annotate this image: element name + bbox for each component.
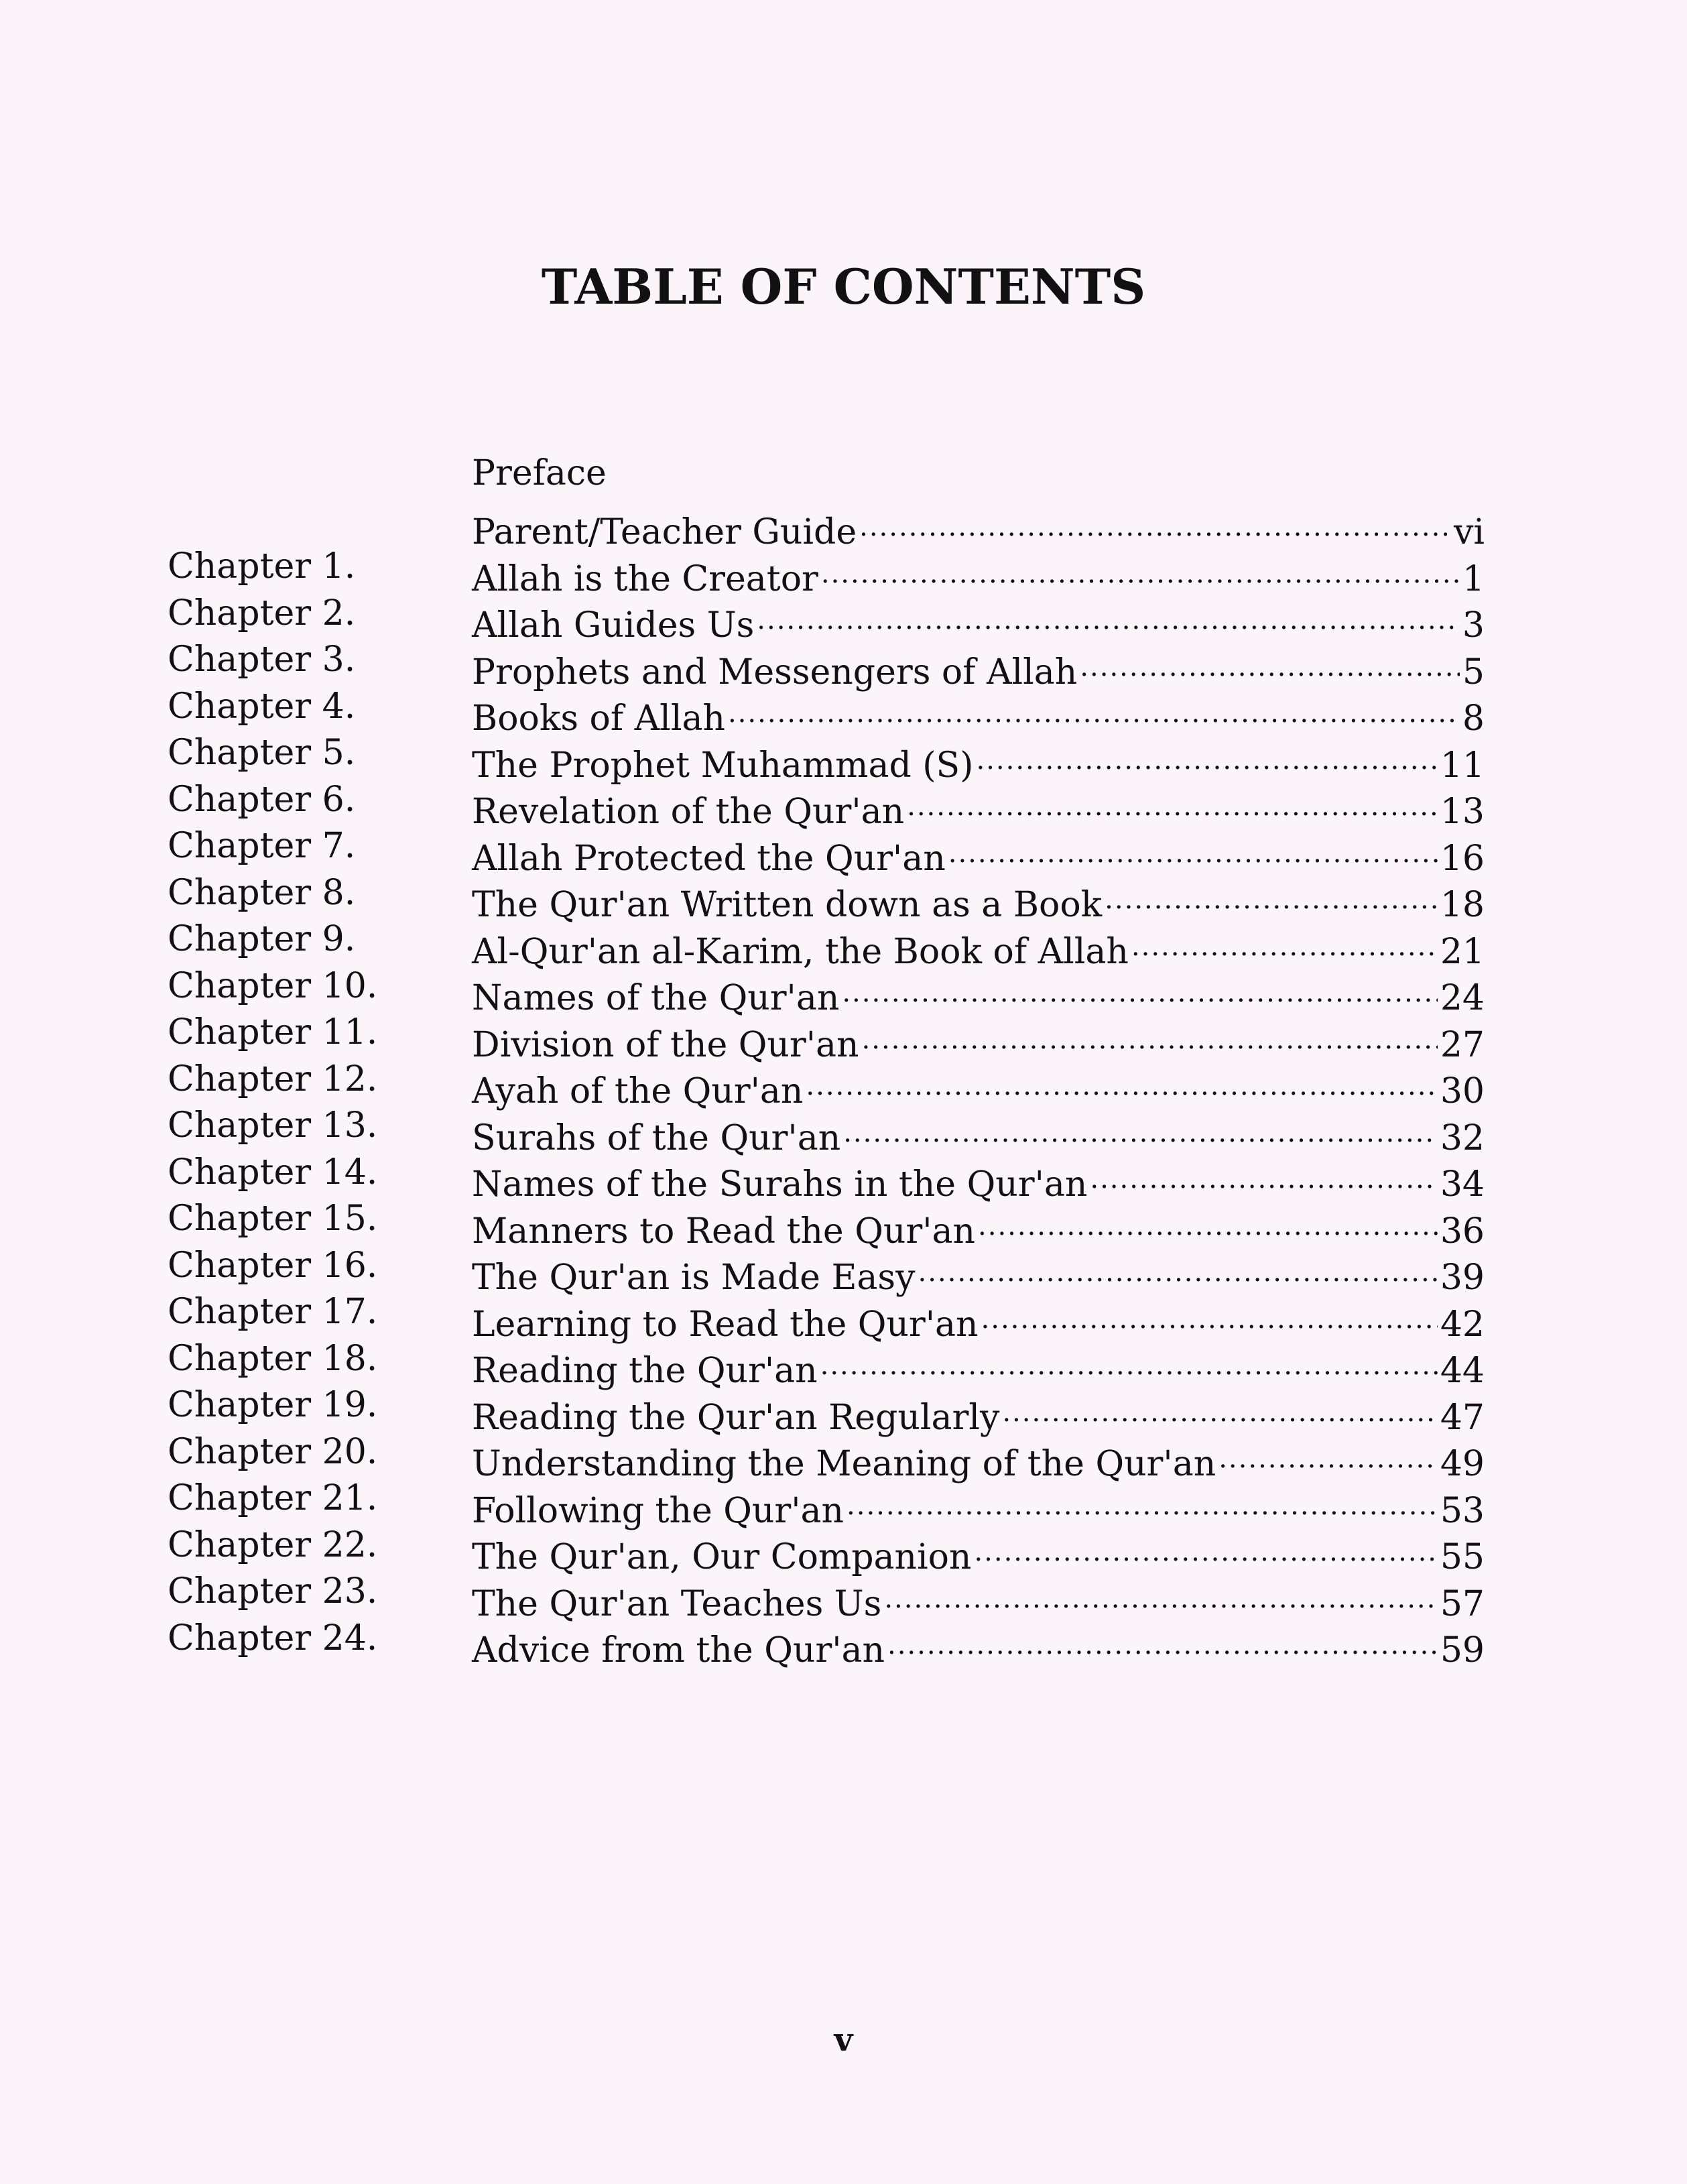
toc-page-number: 42 [1440, 1304, 1485, 1345]
dot-leader [820, 1336, 1438, 1383]
toc-entry [168, 963, 1485, 1018]
toc-entry [168, 1103, 1485, 1158]
toc-entry [168, 1616, 1485, 1671]
toc-entry-title: Understanding the Meaning of the Qur'an [472, 1444, 1216, 1484]
toc-entry-line [472, 450, 1485, 497]
toc-page-number: vi [1453, 512, 1485, 552]
toc-entry [168, 1382, 1485, 1438]
toc-entry-title: Manners to Read the Qur'an [472, 1211, 976, 1252]
toc-page-number: 57 [1440, 1583, 1485, 1624]
dot-leader [806, 1056, 1437, 1103]
toc-chapter-label: Chapter 9. [168, 919, 356, 959]
toc-entry-line [472, 1616, 1485, 1675]
toc-chapter-label: Chapter 6. [168, 779, 356, 820]
toc-entry [168, 1429, 1485, 1484]
toc-page-number: 8 [1462, 699, 1485, 739]
toc-page-number: 32 [1440, 1117, 1485, 1158]
toc-entry [168, 684, 1485, 739]
toc-chapter-label: Chapter 2. [168, 593, 356, 633]
dot-leader [728, 684, 1460, 731]
toc-chapter-label: Chapter 22. [168, 1524, 378, 1565]
toc-entry-title: Revelation of the Qur'an [472, 792, 905, 832]
toc-entry-title: Prophets and Messengers of Allah [472, 652, 1078, 692]
toc-page-number: 13 [1440, 792, 1485, 832]
page-title: TABLE OF CONTENTS [541, 258, 1146, 315]
toc-page-number: 36 [1440, 1211, 1485, 1252]
toc-chapter-label: Chapter 3. [168, 640, 356, 680]
toc-chapter-label: Chapter 4. [168, 686, 356, 727]
toc-page-number: 5 [1462, 652, 1485, 692]
toc-page-number: 18 [1440, 885, 1485, 925]
toc-entry [168, 1289, 1485, 1345]
toc-entry-title: Ayah of the Qur'an [472, 1071, 804, 1111]
toc-entry [168, 777, 1485, 832]
toc-page-number: 47 [1440, 1397, 1485, 1438]
dot-leader [974, 1522, 1437, 1569]
toc-entry [168, 1243, 1485, 1298]
toc-page-number: 55 [1440, 1537, 1485, 1577]
toc-entry [168, 916, 1485, 972]
dot-leader [884, 1569, 1438, 1616]
toc-entry [168, 730, 1485, 786]
dot-leader [887, 1616, 1438, 1662]
toc-page-number: 27 [1440, 1024, 1485, 1065]
toc-page-number: 11 [1440, 745, 1485, 786]
toc-entry-title: Division of the Qur'an [472, 1024, 859, 1065]
toc-entry-title: The Prophet Muhammad (S) [472, 745, 974, 786]
toc-chapter-label: Chapter 7. [168, 826, 356, 866]
dot-leader [843, 1103, 1438, 1150]
toc-entry [168, 1196, 1485, 1252]
dot-leader [1105, 870, 1438, 917]
toc-page-number: 59 [1440, 1630, 1485, 1671]
toc-entry-title: Following the Qur'an [472, 1490, 845, 1531]
toc-chapter-label: Chapter 16. [168, 1245, 378, 1286]
toc-page-number: 44 [1440, 1351, 1485, 1391]
dot-leader [821, 544, 1460, 591]
toc-chapter-label: Chapter 21. [168, 1478, 378, 1518]
toc-entry [168, 1475, 1485, 1531]
table-of-contents [168, 450, 1485, 1671]
dot-leader [948, 823, 1438, 870]
toc-entry-title: Reading the Qur'an [472, 1351, 818, 1391]
toc-entry [168, 544, 1485, 599]
dot-leader [1090, 1150, 1437, 1197]
dot-leader [1131, 916, 1438, 963]
dot-leader [757, 591, 1460, 638]
dot-leader [976, 730, 1437, 777]
toc-page-number: 34 [1440, 1164, 1485, 1205]
toc-entry-title: The Qur'an Teaches Us [472, 1583, 882, 1624]
toc-chapter-label: Chapter 19. [168, 1385, 378, 1425]
dot-leader [847, 1475, 1438, 1522]
toc-page-number: 39 [1440, 1258, 1485, 1298]
toc-page-number: 24 [1440, 978, 1485, 1018]
dot-leader [1080, 637, 1460, 684]
toc-entry-title: Names of the Qur'an [472, 978, 840, 1018]
toc-chapter-label: Chapter 5. [168, 733, 356, 773]
dot-leader [981, 1289, 1438, 1336]
toc-entry [168, 450, 1485, 497]
toc-chapter-label: Chapter 15. [168, 1199, 378, 1239]
toc-entry [168, 1010, 1485, 1065]
toc-entry-title: Names of the Surahs in the Qur'an [472, 1164, 1088, 1205]
toc-chapter-label: Chapter 10. [168, 965, 378, 1006]
dot-leader [859, 497, 1451, 544]
toc-chapter-label: Chapter 13. [168, 1105, 378, 1146]
toc-entry [168, 1522, 1485, 1577]
toc-page-number: 30 [1440, 1071, 1485, 1111]
toc-entry-title: Advice from the Qur'an [472, 1630, 885, 1671]
toc-entry-title: Learning to Read the Qur'an [472, 1304, 979, 1345]
dot-leader [978, 1196, 1438, 1243]
page-number: v [834, 2021, 853, 2059]
toc-chapter-label: Chapter 23. [168, 1571, 378, 1612]
toc-chapter-label: Chapter 1. [168, 546, 356, 587]
toc-entry-title: The Qur'an is Made Easy [472, 1258, 916, 1298]
toc-chapter-label: Chapter 8. [168, 872, 356, 913]
toc-page-number: 1 [1462, 558, 1485, 599]
toc-entry [168, 1336, 1485, 1391]
toc-entry-title: Allah is the Creator [472, 558, 818, 599]
toc-entry [168, 1569, 1485, 1624]
dot-leader [1002, 1382, 1437, 1429]
toc-entry [168, 870, 1485, 925]
toc-page-number: 49 [1440, 1444, 1485, 1484]
toc-entry [168, 823, 1485, 879]
toc-entry-title: Books of Allah [472, 699, 725, 739]
toc-entry-title: The Qur'an Written down as a Book [472, 885, 1103, 925]
dot-leader [842, 963, 1437, 1010]
toc-chapter-label: Chapter 12. [168, 1058, 378, 1099]
toc-entry-title: Al-Qur'an al-Karim, the Book of Allah [472, 931, 1129, 972]
toc-page-number: 16 [1440, 838, 1485, 879]
toc-page-number: 53 [1440, 1490, 1485, 1531]
toc-chapter-label: Chapter 17. [168, 1292, 378, 1332]
toc-entry-title: Allah Protected the Qur'an [472, 838, 946, 879]
toc-entry-title: Parent/Teacher Guide [472, 512, 857, 552]
dot-leader [907, 777, 1438, 824]
toc-entry-title: Allah Guides Us [472, 605, 755, 646]
toc-entry [168, 1056, 1485, 1111]
toc-entry-title: Surahs of the Qur'an [472, 1117, 841, 1158]
toc-entry-title: Reading the Qur'an Regularly [472, 1397, 1000, 1438]
toc-entry-title: Preface [472, 453, 607, 493]
toc-entry [168, 591, 1485, 646]
toc-entry [168, 637, 1485, 692]
toc-entry [168, 497, 1485, 552]
dot-leader [918, 1243, 1437, 1290]
toc-entry [168, 1150, 1485, 1205]
toc-page-number: 21 [1440, 931, 1485, 972]
toc-chapter-label: Chapter 20. [168, 1431, 378, 1472]
toc-chapter-label: Chapter 18. [168, 1338, 378, 1379]
toc-chapter-label: Chapter 14. [168, 1152, 378, 1193]
toc-page-number: 3 [1462, 605, 1485, 646]
toc-chapter-label: Chapter 11. [168, 1012, 378, 1052]
dot-leader [1219, 1429, 1438, 1476]
dot-leader [862, 1010, 1438, 1056]
toc-entry-title: The Qur'an, Our Companion [472, 1537, 972, 1577]
toc-chapter-label: Chapter 24. [168, 1618, 378, 1658]
